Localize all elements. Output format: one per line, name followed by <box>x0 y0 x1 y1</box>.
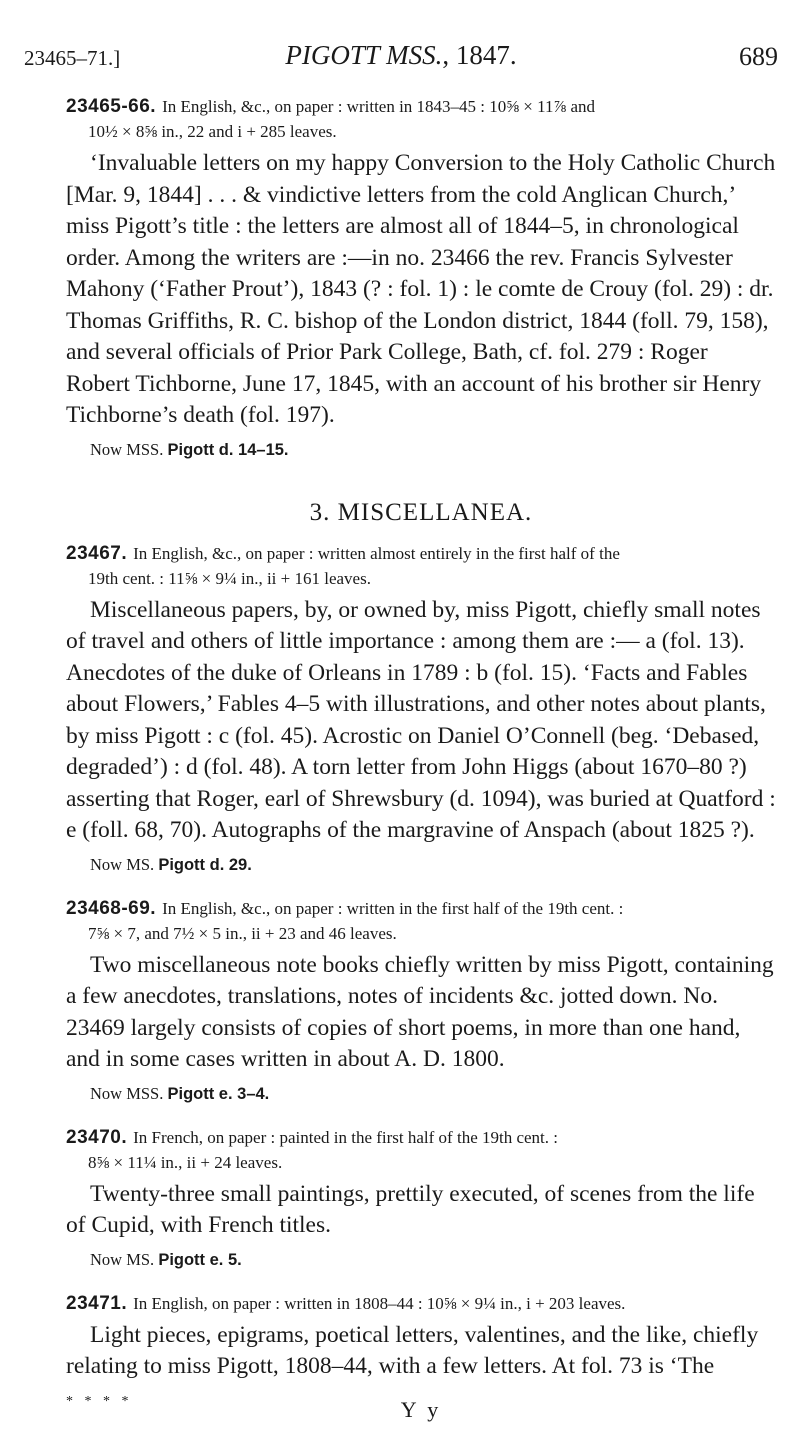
entry-body: ‘Invaluable letters on my happy Conversion to the Holy Catholic Church [Mar. 9, 1844] . . . & vindictive letters from the cold Anglican Church,’ miss Pigott’s title : the letters are almost all of 1844–5, in chronological order. Among the writers are :—in no. 23466 the rev. Francis Sylvester Mahony (‘Father Prout’), 1843 (? : fol. 1) : le comte de Crouy (fol. 29) : dr. Thomas Griffiths, R. C. bishop of the London district, 1844 (foll. 79, 158), and several officials of Prior Park College, Bath, cf. fol. 279 : Roger Robert Tichborne, June 17, 1845, with an account of his brother sir Henry Tichborne’s death (fol. 197). <box>66 150 776 428</box>
entry-description-line: In English, on paper : written in 1808–44 : 10⅝ × 9¼ in., i + 203 leaves. <box>133 1293 626 1313</box>
entry-description-line: In French, on paper : painted in the first half of the 19th cent. : <box>133 1127 559 1147</box>
entry-body: Twenty-three small paintings, prettily executed, of scenes from the life of Cupid, with French titles. <box>66 1180 755 1238</box>
shelfmark: Pigott d. 29. <box>158 855 252 874</box>
signature-mark: Y y <box>400 1396 442 1422</box>
shelfmark-line <box>90 854 776 876</box>
catalogue-entry <box>66 1125 776 1271</box>
header-title: PIGOTT MSS. <box>285 40 443 70</box>
entry-description-continuation: 7⅝ × 7, and 7½ × 5 in., ii + 23 and 46 leaves. <box>88 923 397 943</box>
page-number: 689 <box>739 42 778 71</box>
entry-body: Miscellaneous papers, by, or owned by, miss Pigott, chiefly small notes of travel and others of little importance : among them are :— a (fol. 13). Anecdotes of the duke of Orleans in 1789 : b (fol. 15). ‘Facts and Fables about Flowers,’ Fables 4–5 with illustrations, and other notes about plants, by miss Pigott : c (fol. 45). Acrostic on Daniel O’Connell (beg. ‘Debased, degraded’) : d (fol. 48). A torn letter from John Higgs (about 1670–80 ?) asserting that Roger, earl of Shrewsbury (d. 1094), was buried at Quatford : e (foll. 68, 70). Autographs of the margravine of Anspach (about 1825 ?). <box>66 596 776 843</box>
shelfmark-line <box>90 439 776 461</box>
entry-number: 23468-69. <box>66 897 157 919</box>
page-footer <box>66 1395 776 1435</box>
shelfmark: Pigott e. 3–4. <box>167 1084 270 1103</box>
entry-number: 23470. <box>66 1126 128 1148</box>
running-header <box>24 40 778 80</box>
entry-description-continuation: 10½ × 8⅝ in., 22 and i + 285 leaves. <box>88 122 337 141</box>
entry-number: 23465-66. <box>66 96 157 117</box>
catalogue-entry <box>66 541 776 876</box>
entry-body: Two miscellaneous note books chiefly written by miss Pigott, containing a few anecdotes, translations, notes of incidents &c. jotted down. No. 23469 largely consists of copies of short poems, in more than one hand, and in some cases written in about A. D. 1800. <box>66 951 774 1072</box>
entries-group-2 <box>66 541 776 1395</box>
entry-description-line: In English, &c., on paper : written in 1843–45 : 10⅝ × 11⅞ and <box>162 97 596 116</box>
star-ornament: * * * * <box>66 1393 133 1409</box>
header-range: 23465–71.] <box>24 46 121 70</box>
spacer <box>66 1271 776 1291</box>
shelfmark-prefix: Now MSS. <box>90 1083 164 1103</box>
spacer <box>66 876 776 896</box>
shelfmark-line <box>90 1249 776 1271</box>
shelfmark-prefix: Now MS. <box>90 854 155 874</box>
entry-heading <box>66 1125 776 1175</box>
entry-description-continuation: 8⅝ × 11¼ in., ii + 24 leaves. <box>88 1152 283 1172</box>
entry-description-line: In English, &c., on paper : written in the first half of the 19th cent. : <box>162 898 624 918</box>
entry-heading <box>66 541 776 591</box>
shelfmark-prefix: Now MSS. <box>90 439 164 459</box>
entry-heading <box>66 94 776 144</box>
section-heading: 3. MISCELLANEA. <box>309 498 533 526</box>
entry-body: Light pieces, epigrams, poetical letters, valentines, and the like, chiefly relating to miss Pigott, 1808–44, with a few letters. At fol. 73 is ‘The <box>66 1321 759 1379</box>
shelfmark-prefix: Now MS. <box>90 1249 155 1269</box>
spacer <box>66 1105 776 1125</box>
entries-group-1 <box>66 94 776 461</box>
entry-heading <box>66 1291 776 1316</box>
shelfmark-line <box>90 1083 776 1105</box>
catalogue-entry <box>66 1291 776 1383</box>
header-title-line <box>24 40 778 71</box>
spacer <box>66 1383 776 1395</box>
shelfmark: Pigott d. 14–15. <box>167 440 289 459</box>
header-year: , 1847. <box>442 40 517 70</box>
entry-description-continuation: 19th cent. : 11⅝ × 9¼ in., ii + 161 leaves. <box>88 568 371 588</box>
catalogue-entry <box>66 94 776 461</box>
entry-number: 23467. <box>66 542 128 564</box>
catalogue-content <box>66 94 776 1435</box>
entry-heading <box>66 896 776 946</box>
shelfmark: Pigott e. 5. <box>158 1250 242 1269</box>
entry-description-line: In English, &c., on paper : written almost entirely in the first half of the <box>133 543 620 563</box>
entry-number: 23471. <box>66 1292 128 1314</box>
catalogue-entry <box>66 896 776 1105</box>
